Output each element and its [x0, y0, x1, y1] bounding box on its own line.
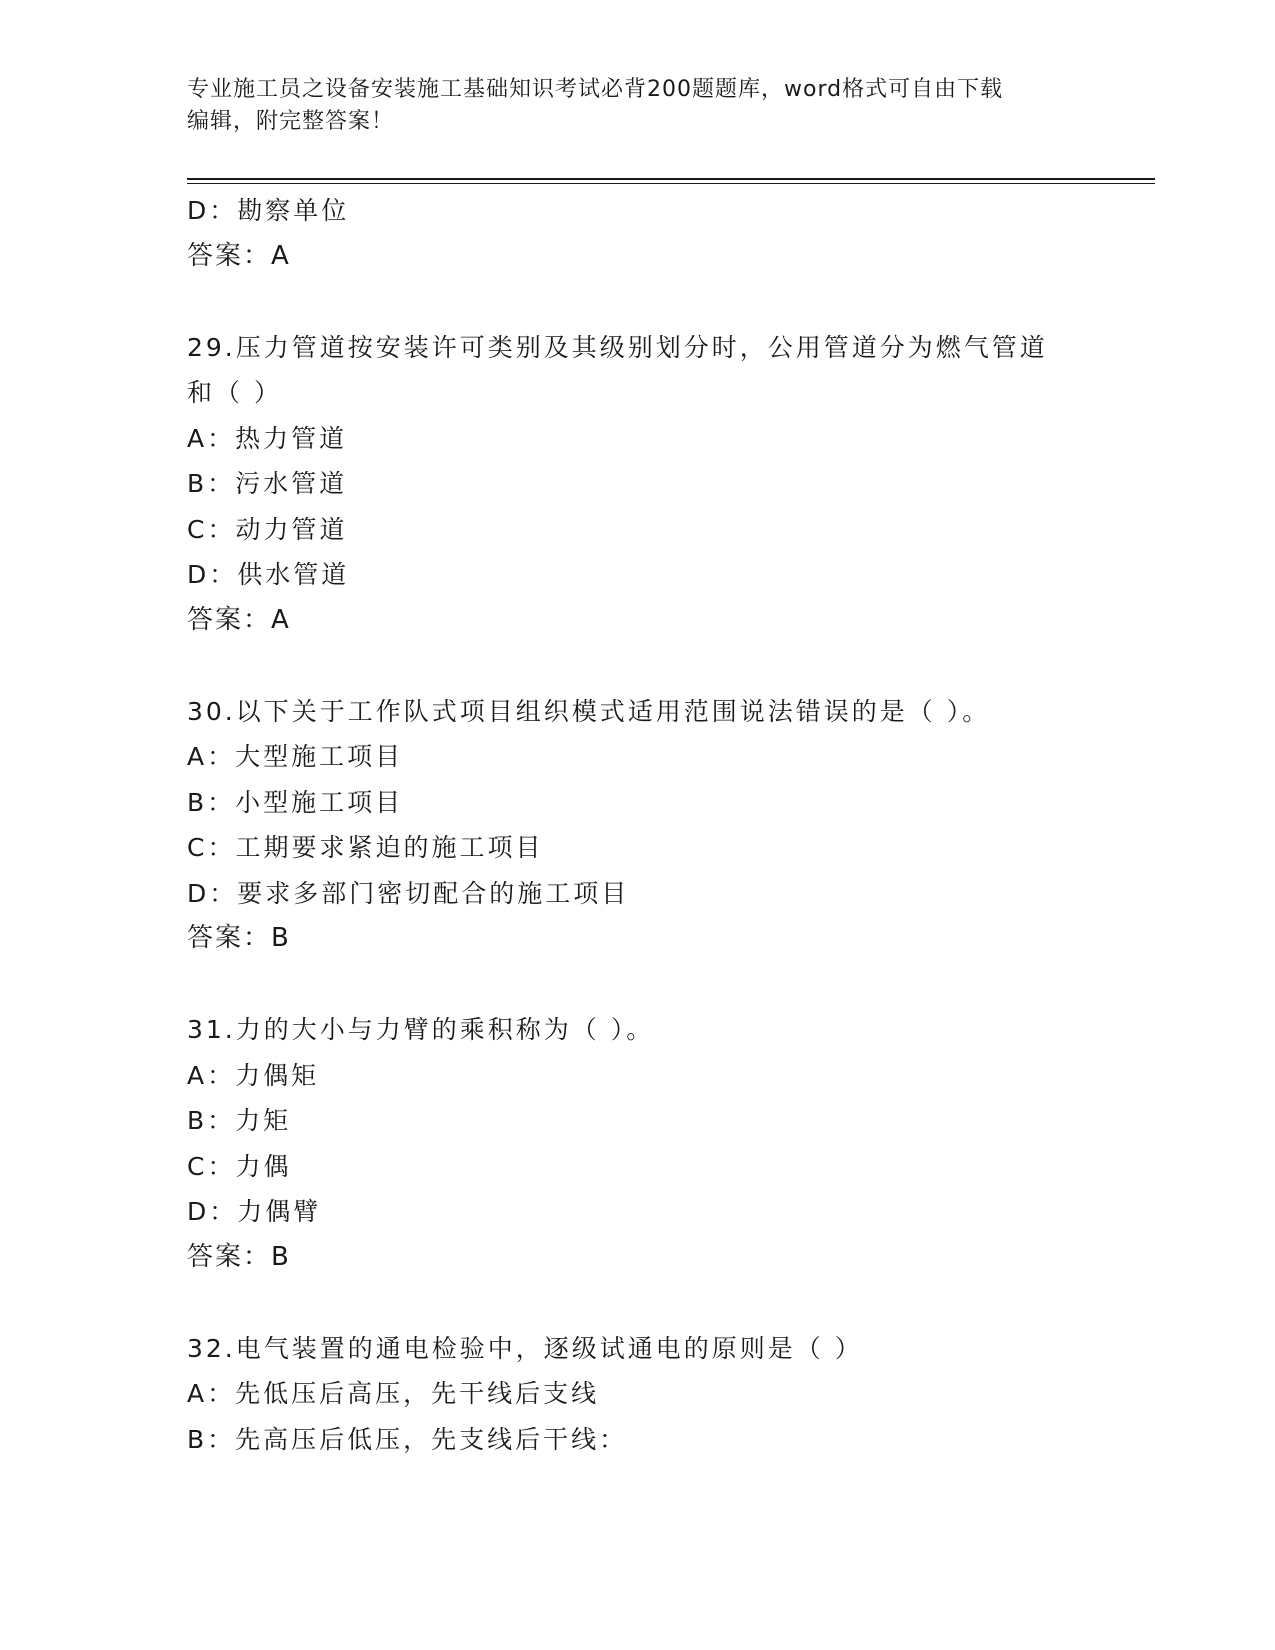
question-stem: 32.电气装置的通电检验中，逐级试通电的原则是（ ）: [187, 1333, 863, 1363]
header-divider-thin: [187, 183, 1155, 184]
option-c: C：力偶: [187, 1151, 292, 1181]
option-d: D：供水管道: [187, 560, 350, 589]
option-d: D：勘察单位: [187, 196, 350, 225]
question-stem: 30.以下关于工作队式项目组织模式适用范围说法错误的是（ ）。: [187, 696, 991, 726]
answer: 答案：B: [187, 923, 291, 953]
question-32: [187, 1326, 1107, 1463]
answer: 答案：A: [187, 240, 291, 271]
option-c: C：工期要求紧迫的施工项目: [187, 833, 544, 862]
question-stem: 29.压力管道按安装许可类别及其级别划分时，公用管道分为燃气管道: [187, 332, 1048, 362]
option-b: B：小型施工项目: [187, 787, 404, 817]
previous-question-tail: [187, 188, 1107, 279]
document-header: [187, 74, 1087, 138]
question-29: [187, 325, 1107, 644]
option-a: A：力偶矩: [187, 1060, 320, 1090]
answer: 答案：B: [187, 1241, 291, 1272]
option-b: B：先高压后低压，先支线后干线：: [187, 1424, 628, 1454]
option-d: D：要求多部门密切配合的施工项目: [187, 878, 630, 908]
question-list: [187, 188, 1107, 1462]
option-b: B：污水管道: [187, 469, 348, 498]
option-c: C：动力管道: [187, 514, 348, 544]
option-d: D：力偶臂: [187, 1197, 322, 1226]
answer: 答案：A: [187, 604, 291, 635]
header-line-2: 编辑，附完整答案！: [187, 109, 395, 134]
option-a: A：热力管道: [187, 423, 348, 453]
question-31: [187, 1007, 1107, 1280]
question-stem-continued: 和（ ）: [187, 378, 282, 407]
option-a: A：大型施工项目: [187, 742, 404, 771]
question-stem: 31.力的大小与力臂的乘积称为（ ）。: [187, 1015, 655, 1044]
header-line-1: 专业施工员之设备安装施工基础知识考试必背200题题库，word格式可自由下载: [187, 77, 1004, 102]
option-b: B：力矩: [187, 1106, 292, 1135]
option-a: A：先低压后高压，先干线后支线: [187, 1379, 600, 1408]
header-divider-thick: [187, 178, 1155, 180]
question-30: [187, 689, 1107, 962]
